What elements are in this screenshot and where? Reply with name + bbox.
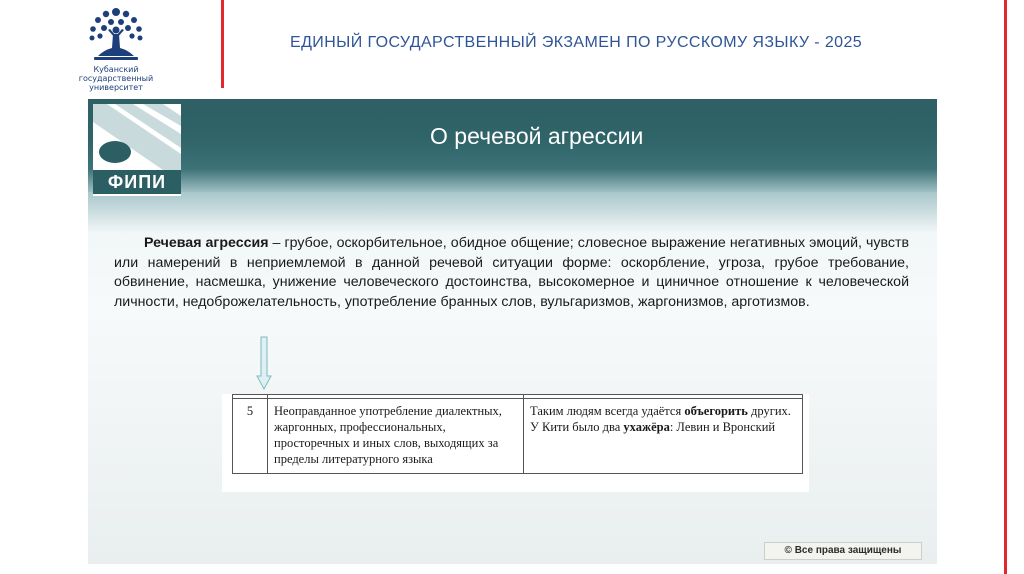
example-bold-word-2: ухажёра (623, 420, 670, 434)
example-text-4: : Левин и Вронский (669, 420, 776, 434)
row-number: 5 (233, 395, 268, 474)
fipi-emblem-icon (93, 104, 181, 170)
row-description: Неоправданное употребление диалектных, жаргонных, профессиональных, просторечных и иных слов, выходящих за пределы литературного языка (268, 395, 524, 474)
example-text-3: У Кити было два (530, 420, 624, 434)
example-text-1: Таким людям всегда удаётся (530, 404, 685, 418)
row-example (524, 395, 803, 474)
page-title: ЕДИНЫЙ ГОСУДАРСТВЕННЫЙ ЭКЗАМЕН ПО РУССКОМУ ЯЗЫКУ - 2025 (290, 34, 863, 51)
definition-text: – грубое, оскорбительное, обидное общение; словесное выражение негативных эмоций, чувств или намерений в неприемлемой в данной речевой ситуации форме: оскорбление, угроза, грубое требование, обвинение, насмешка, унижение человеческого достоинства, высокомерное и циничное отношение к человеческой личности, недоброжелательность, употребление бранных слов, вульгаризмов, жаргонизмов, арготизмов. (114, 235, 910, 310)
university-logo (66, 4, 166, 96)
tree-logo-icon (84, 4, 148, 64)
slide-band-fade (88, 192, 937, 232)
university-name (66, 65, 166, 92)
criteria-table (232, 394, 803, 474)
example-text-2: других. (747, 404, 791, 418)
red-divider-line (221, 0, 224, 88)
red-edge-line (1004, 0, 1007, 574)
logo-line-2: государственный (78, 74, 154, 83)
fipi-logo (93, 104, 181, 196)
logo-line-3: университет (89, 83, 143, 92)
example-bold-word-1: объегорить (684, 404, 748, 418)
down-arrow-icon (256, 336, 272, 390)
definition-paragraph (114, 234, 909, 312)
logo-line-1: Кубанский (93, 65, 139, 74)
fipi-label: ФИПИ (93, 170, 181, 194)
definition-term: Речевая агрессия (144, 235, 269, 251)
slide-image (88, 99, 937, 564)
example-table (222, 394, 809, 492)
copyright-badge: © Все права защищены (764, 542, 922, 560)
table-row (233, 395, 803, 474)
slide-title: О речевой агрессии (430, 123, 644, 149)
